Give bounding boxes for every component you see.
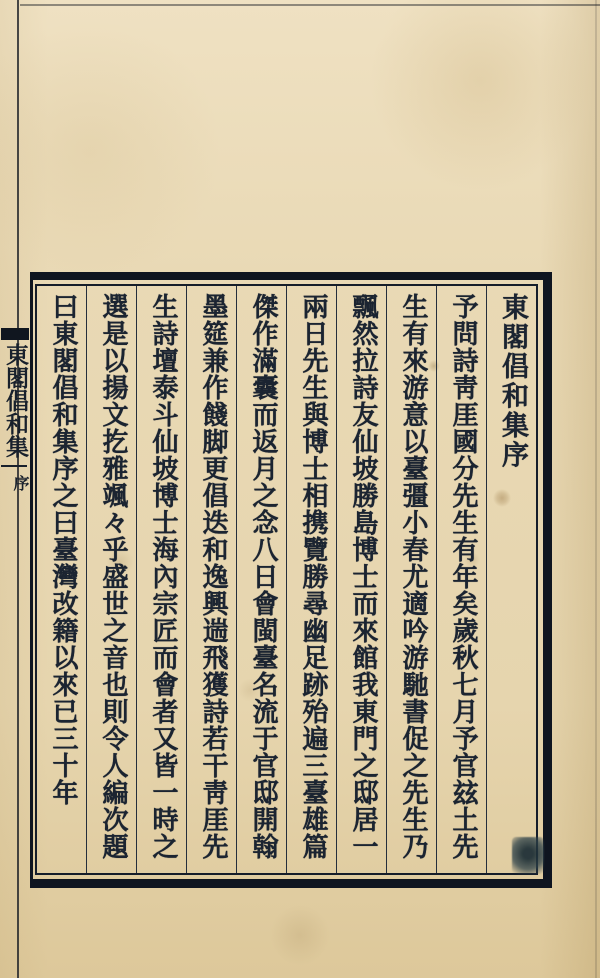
- scan-edge-top-line: [20, 4, 600, 6]
- spine-section-label: 序: [11, 475, 28, 491]
- text-frame-inner-rule: [35, 284, 538, 875]
- text-column-3: 飄然拉詩友仙坡勝島博士而來館我東門之邸居一: [336, 286, 386, 873]
- text-column-7: 生詩壇泰斗仙坡博士海內宗匠而會者又皆一時之: [136, 286, 186, 873]
- text-columns: [37, 286, 536, 873]
- spine-top-bar: [1, 328, 29, 340]
- text-column-2: 生有來游意以臺彊小春尤適吟游馳書促之先生乃: [386, 286, 436, 873]
- spine-label: [1, 328, 31, 491]
- text-column-4: 兩日先生與博士相携覽勝尋幽足跡殆遍三臺雄篇: [286, 286, 336, 873]
- ink-seal-smudge: [512, 837, 544, 874]
- text-column-8: 選是以揚文扢雅颯々乎盛世之音也則令人編次題: [86, 286, 136, 873]
- text-column-5: 傑作滿囊而返月之念八日會閩臺名流于官邸開翰: [236, 286, 286, 873]
- text-column-1: 予問詩靑厓國分先生有年矣歲秋七月予官玆土先: [436, 286, 486, 873]
- spine-title: 東閣倡和集: [3, 343, 28, 458]
- text-column-9: 曰東閣倡和集序之曰臺灣改籍以來已三十年: [49, 293, 78, 806]
- text-frame: [30, 272, 552, 888]
- spine-divider-line: [1, 465, 27, 467]
- text-column-6: 墨筵兼作餞脚更倡迭和逸興遄飛獲詩若干靑厓先: [186, 286, 236, 873]
- scan-edge-right-line: [595, 0, 597, 978]
- title-column: 東閣倡和集序: [486, 286, 536, 873]
